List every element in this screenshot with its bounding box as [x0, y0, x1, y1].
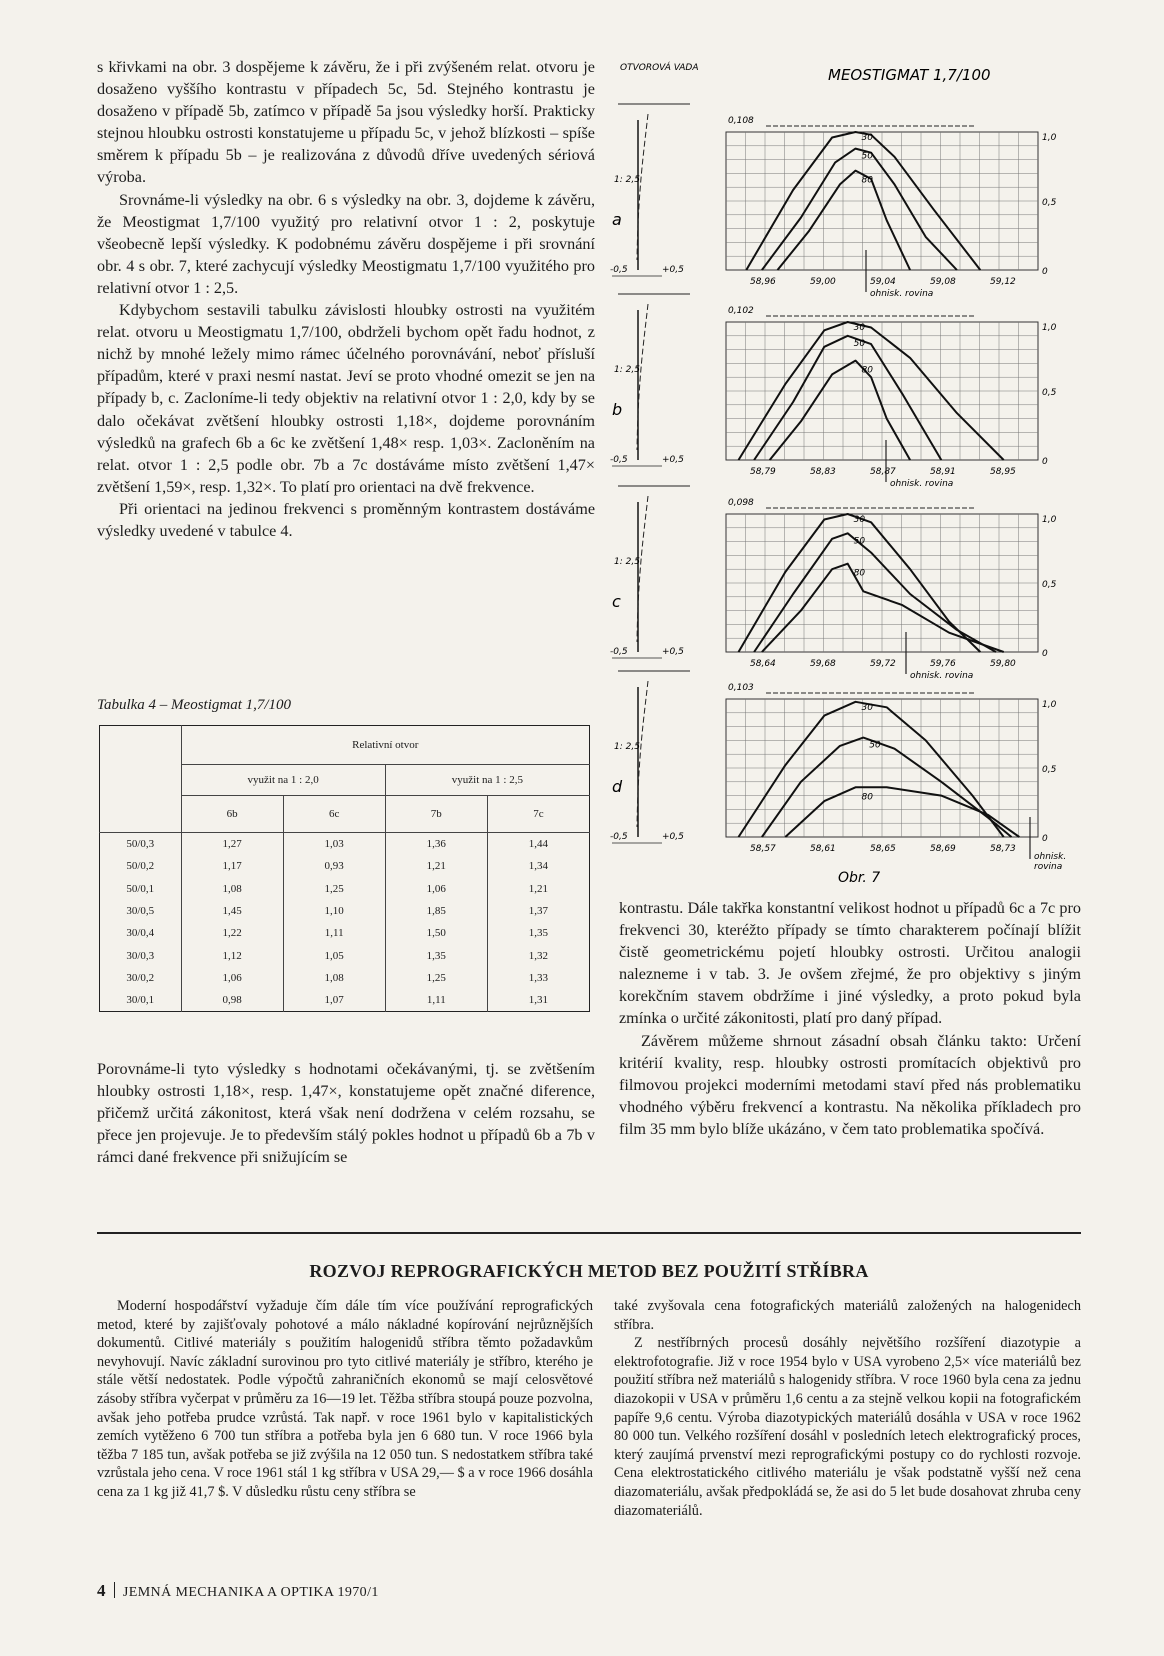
- series-label: 50: [853, 338, 866, 349]
- y-tick-label: 0,5: [1042, 388, 1057, 398]
- table-row: [100, 944, 590, 966]
- y-tick-label: 0: [1042, 834, 1048, 844]
- aperture-axis-label: -0,5: [610, 647, 628, 657]
- series-label: 30: [861, 702, 873, 713]
- right-column-text: [619, 897, 1081, 1140]
- series-line-50: [754, 533, 996, 652]
- aperture-label: 1: 2,5: [614, 175, 640, 185]
- aperture-axis-label: +0,5: [662, 455, 684, 465]
- table-column-header: 6b: [181, 796, 283, 833]
- x-tick-label: 59,76: [930, 659, 956, 669]
- table-cell: 1,22: [181, 922, 283, 944]
- aperture-axis-label: +0,5: [662, 647, 684, 657]
- table-cell: 1,12: [181, 944, 283, 966]
- aperture-axis-label: +0,5: [662, 832, 684, 842]
- panel-c: [610, 486, 1057, 681]
- paragraph: Závěrem můžeme shrnout zásadní obsah článku takto: Určení kritérií kvality, resp. hloubky ostrosti promítacích objektivů pro filmovou projekci moderními metodami staví před nás problematiku vhodného výběru frekvencí a kontrastu. Na několika příkladech pro film 35 mm bylo blíže ukázáno, v čem tato problematika spočívá.: [619, 1031, 1081, 1138]
- panel-d: [610, 671, 1066, 872]
- table-cell: 1,08: [181, 878, 283, 900]
- y-tick-label: 0: [1042, 457, 1048, 467]
- paragraph: Při orientaci na jedinou frekvenci s proměnným kontrastem dostáváme výsledky uvedené v tabulce 4.: [97, 499, 595, 540]
- table-row: [100, 967, 590, 989]
- focal-plane-label: ohnisk.: [1034, 852, 1067, 862]
- table-cell: 1,25: [385, 967, 487, 989]
- y-tick-label: 0: [1042, 649, 1048, 659]
- table-4: [99, 725, 590, 1012]
- x-tick-label: 58,79: [750, 467, 776, 477]
- series-label: 50: [853, 536, 866, 547]
- series-label: 50: [861, 151, 873, 162]
- table-cell: 1,11: [283, 922, 385, 944]
- table-row-label: 30/0,5: [126, 905, 155, 918]
- table-row: [100, 989, 590, 1012]
- aberration-label: OTVOROVÁ VADA: [620, 63, 699, 73]
- table-cell: 1,11: [385, 989, 487, 1012]
- x-tick-label: 59,12: [990, 277, 1016, 287]
- paragraph: Z nestříbrných procesů dosáhly největšího rozšíření diazotypie a elektrofotografie. Již v roce 1954 bylo v USA vyrobeno 2,5× více materiálů bez použití stříbra než materiálů s halogenidy stříbra. V roce 1960 byla cena za jednu diazokopii v USA v průměru 1,6 centu a za stejně velkou kopii na fotografickém papíře 9,6 centu. Výroba diazotypických materiálů dosáhla v USA v roce 1962 80 000 tun. Velkého rozšíření dosáhl v posledních letech elektrografický proces, který zaujímá prvenství mezi reprografickými postupy co do rychlosti rozvoje. Cena elektrostatického citlivého materiálu je však podstatně vyšší než cena diazomateriálu, avšak předpokládá se, že asi do 5 let bude dosahovat zhruba ceny diazomateriálů.: [614, 1335, 1081, 1519]
- peak-label: 0,102: [728, 306, 754, 316]
- table-corner-cell: [100, 726, 182, 833]
- aperture-label: 1: 2,5: [614, 742, 640, 752]
- x-tick-label: 58,95: [990, 467, 1016, 477]
- table-cell: 1,21: [487, 878, 589, 900]
- panel-letter: c: [612, 592, 621, 611]
- table-cell: 1,03: [283, 833, 385, 856]
- table-cell: 1,17: [181, 855, 283, 877]
- x-tick-label: 59,68: [810, 659, 836, 669]
- table-row-label: 30/0,1: [126, 994, 155, 1007]
- y-tick-label: 1,0: [1042, 133, 1057, 143]
- table-row-label: 30/0,2: [126, 971, 155, 984]
- peak-label: 0,108: [728, 116, 754, 126]
- table-cell: 1,32: [487, 944, 589, 966]
- table-row: [100, 833, 590, 856]
- table-caption: Tabulka 4 – Meostigmat 1,7/100: [97, 697, 292, 713]
- table-row-label: 30/0,3: [126, 949, 155, 962]
- panel-letter: b: [612, 400, 623, 419]
- paragraph: Moderní hospodářství vyžaduje čím dále tím více používání reprografických metod, které by zajišťovaly pohotové a málo nákladné kopírování nejrůznějších dokumentů. Citlivé materiály s použitím halogenidů stříbra těmto požadavkům nevyhovují. Navíc základní surovinou pro tyto citlivé materiály je stříbro, kterého je stále větší nedostatek. Podle výpočtů zahraničních ekonomů se mají celosvětové zásoby stříbra vyčerpat v průměru za 16—19 let. Těžba stříbra stoupá pouze pozvolna, avšak jeho potřeba prudce vzrůstá. Tak např. v roce 1961 bylo v kapitalistických zemích vytěženo 6 700 tun stříbra a potřeba byla jen 6 680 tun. V roce 1966 byla těžba 7 185 tun, avšak potřeba se již zvýšila na 12 050 tun. S nedostatkem stříbra také vzrůstala jeho cena. V roce 1961 stál 1 kg stříbra v USA 29,— $ a v roce 1966 dosáhla cena za 1 kg již 41,7 $. V důsledku růstu ceny stříbra se: [97, 1298, 593, 1500]
- table-cell: 1,85: [385, 900, 487, 922]
- table-cell: 1,10: [283, 900, 385, 922]
- footer-separator: [114, 1582, 115, 1598]
- table-cell: 1,07: [283, 989, 385, 1012]
- aperture-label: 1: 2,5: [614, 557, 640, 567]
- series-label: 80: [861, 365, 873, 376]
- table-cell: 1,35: [385, 944, 487, 966]
- page-footer: [97, 1581, 379, 1601]
- table-subgroup-header: využit na 1 : 2,0: [181, 765, 385, 796]
- focal-plane-label: rovina: [1034, 862, 1063, 872]
- table-cell: 1,08: [283, 967, 385, 989]
- article-left-column: [97, 1297, 593, 1502]
- x-tick-label: 59,80: [990, 659, 1016, 669]
- aperture-axis-label: -0,5: [610, 832, 628, 842]
- table-cell: 1,33: [487, 967, 589, 989]
- panel-letter: d: [612, 777, 623, 796]
- paragraph: Kdybychom sestavili tabulku závislosti hloubky ostrosti na využitém relat. otvoru u Meostigmatu 1,7/100, obdrželi bychom opět řadu hodnot, z nichž by mnohé ležely mimo rámec účelného porovnávání, neboť přísluší případům, které v praxi nesmí nastat. Jeví se proto vhodné omezit se jen na případy b, c. Zacloníme-li tedy objektiv na relativní otvor 1 : 2,0, kdy by se dalo očekávat zvětšení hloubky ostrosti 1,18×, dojdeme porovnáním výsledků na grafech 6b a 6c ke zvětšení 1,48× resp. 1,03×. Zacloněním na relat. otvor 1 : 2,5 podle obr. 7b a 7c dostáváme místo zvětšení 1,47× zvětšení 1,59×, resp. 1,32×. To platí pro orientaci na dvě frekvence.: [97, 301, 595, 496]
- table-row: [100, 900, 590, 922]
- figure-caption: Obr. 7: [838, 870, 881, 886]
- table-cell: 0,98: [181, 989, 283, 1012]
- y-tick-label: 1,0: [1042, 515, 1057, 525]
- table-cell: 1,34: [487, 855, 589, 877]
- paragraph: také zvyšovala cena fotografických materiálů založených na halogenidech stříbra.: [614, 1298, 1081, 1333]
- series-line-80: [762, 564, 1004, 652]
- y-tick-label: 1,0: [1042, 700, 1057, 710]
- series-label: 80: [861, 792, 873, 803]
- x-tick-label: 58,91: [930, 467, 956, 477]
- table-cell: 1,37: [487, 900, 589, 922]
- panel-a: [610, 104, 1057, 299]
- figure-7-graphics: [610, 52, 1090, 892]
- aperture-label: 1: 2,5: [614, 365, 640, 375]
- peak-label: 0,103: [728, 683, 754, 693]
- table-group-header: Relativní otvor: [181, 726, 589, 765]
- table-column-header: 7b: [385, 796, 487, 833]
- y-tick-label: 1,0: [1042, 323, 1057, 333]
- x-tick-label: 59,00: [810, 277, 836, 287]
- table-row-label: 50/0,2: [126, 860, 155, 873]
- section-divider: [97, 1232, 1081, 1234]
- figure-7: [610, 52, 1090, 892]
- y-tick-label: 0,5: [1042, 198, 1057, 208]
- y-tick-label: 0,5: [1042, 580, 1057, 590]
- table-cell: 1,44: [487, 833, 589, 856]
- panel-letter: a: [612, 210, 622, 229]
- paragraph: Porovnáme-li tyto výsledky s hodnotami očekávanými, tj. se zvětšením hloubky ostrosti 1,18×, resp. 1,47×, konstatujeme opět značné diference, přičemž určitá zákonitost, která však není dodržena v celém rozsahu, se přece jen projevuje. Je to především stálý pokles hodnot u případů 6b a 7b v rámci dané frekvence při snižujícím se: [97, 1060, 595, 1167]
- article-title: ROZVOJ REPROGRAFICKÝCH METOD BEZ POUŽITÍ STŘÍBRA: [309, 1261, 869, 1281]
- series-line-30: [739, 702, 1004, 837]
- table-row-label: 30/0,4: [126, 927, 155, 940]
- focal-plane-label: ohnisk. rovina: [910, 671, 974, 681]
- x-tick-label: 58,69: [930, 844, 956, 854]
- x-tick-label: 59,04: [870, 277, 896, 287]
- focal-plane-label: ohnisk. rovina: [870, 289, 934, 299]
- table-cell: 1,05: [283, 944, 385, 966]
- table-cell: 1,06: [181, 967, 283, 989]
- peak-label: 0,098: [728, 498, 754, 508]
- figure-main-title: MEOSTIGMAT 1,7/100: [828, 66, 991, 84]
- table-cell: 0,93: [283, 855, 385, 877]
- x-tick-label: 58,61: [810, 844, 836, 854]
- left-column-text: [97, 56, 595, 542]
- series-label: 50: [869, 740, 881, 751]
- series-label: 30: [861, 133, 873, 143]
- y-tick-label: 0: [1042, 267, 1048, 277]
- journal-name: JEMNÁ MECHANIKA A OPTIKA 1970/1: [122, 1585, 379, 1600]
- table-body: [100, 833, 590, 1012]
- table-row-label: 50/0,1: [126, 882, 155, 895]
- series-line-50: [754, 336, 941, 460]
- table-cell: 1,45: [181, 900, 283, 922]
- table-cell: 1,21: [385, 855, 487, 877]
- series-label: 30: [853, 323, 866, 333]
- x-tick-label: 58,73: [990, 844, 1016, 854]
- table-row: [100, 878, 590, 900]
- table-row: [100, 855, 590, 877]
- table-cell: 1,50: [385, 922, 487, 944]
- aperture-axis-label: -0,5: [610, 265, 628, 275]
- table-row: [100, 922, 590, 944]
- panel-b: [610, 294, 1057, 489]
- aperture-axis-label: -0,5: [610, 455, 628, 465]
- table-subgroup-header: využit na 1 : 2,5: [385, 765, 589, 796]
- left-column-text-lower: [97, 1058, 595, 1168]
- series-label: 30: [853, 515, 866, 525]
- paragraph: s křivkami na obr. 3 dospějeme k závěru, že i při zvýšeném relat. otvoru je dosaženo vyššího kontrastu v případech 5c, 5d. Stejného kontrastu je dosaženo v případě 5b, zatímco v případě 5a jsou výsledky horší. Prakticky stejnou hloubku ostrosti konstatujeme u případu 5c, v jehož blízkosti – spíše směrem k případu 5b – je realizována z důvodů dříve uvedených sériová výroba.: [97, 58, 595, 187]
- table-cell: 1,27: [181, 833, 283, 856]
- page-number: 4: [97, 1581, 106, 1600]
- table-column-header: 6c: [283, 796, 385, 833]
- table-cell: 1,31: [487, 989, 589, 1012]
- x-tick-label: 58,64: [750, 659, 776, 669]
- table-cell: 1,06: [385, 878, 487, 900]
- table-cell: 1,36: [385, 833, 487, 856]
- x-tick-label: 58,96: [750, 277, 776, 287]
- y-tick-label: 0,5: [1042, 765, 1057, 775]
- aperture-axis-label: +0,5: [662, 265, 684, 275]
- series-label: 80: [861, 175, 873, 186]
- x-tick-label: 58,87: [870, 467, 896, 477]
- x-tick-label: 58,83: [810, 467, 836, 477]
- paragraph: Srovnáme-li výsledky na obr. 6 s výsledky na obr. 3, dojdeme k závěru, že Meostigmat 1,7/100 využitý pro relativní otvor 1 : 2, poskytuje všeobecně lepší výsledky. K podobnému závěru dospějeme i při srovnání obr. 4 s obr. 7, které zachycují výsledky Meostigmatu 1,7/100 využitého pro relativní otvor 1 : 2,5.: [97, 190, 595, 297]
- table-cell: 1,35: [487, 922, 589, 944]
- focal-plane-label: ohnisk. rovina: [890, 479, 954, 489]
- table-column-header: 7c: [487, 796, 589, 833]
- paragraph: kontrastu. Dále takřka konstantní velikost hodnot u případů 6c a 7c pro frekvenci 30, kteréžto případy se tímto charakterem počínají blížit čistě geometrickému pojetí hloubky ostrosti. Určitou analogii nalezneme i v tab. 3. Je ovšem zřejmé, že pro objektivy s jiným korekčním stavem obdržíme i jiné výsledky, a proto pokud byla zmínka o určité zákonitosti, platí pro daný případ.: [619, 899, 1081, 1028]
- table-row-label: 50/0,3: [100, 833, 182, 856]
- x-tick-label: 58,65: [870, 844, 896, 854]
- series-label: 80: [853, 568, 866, 579]
- x-tick-label: 59,72: [870, 659, 896, 669]
- x-tick-label: 59,08: [930, 277, 956, 287]
- table-cell: 1,25: [283, 878, 385, 900]
- x-tick-label: 58,57: [750, 844, 776, 854]
- article-right-column: [614, 1297, 1081, 1520]
